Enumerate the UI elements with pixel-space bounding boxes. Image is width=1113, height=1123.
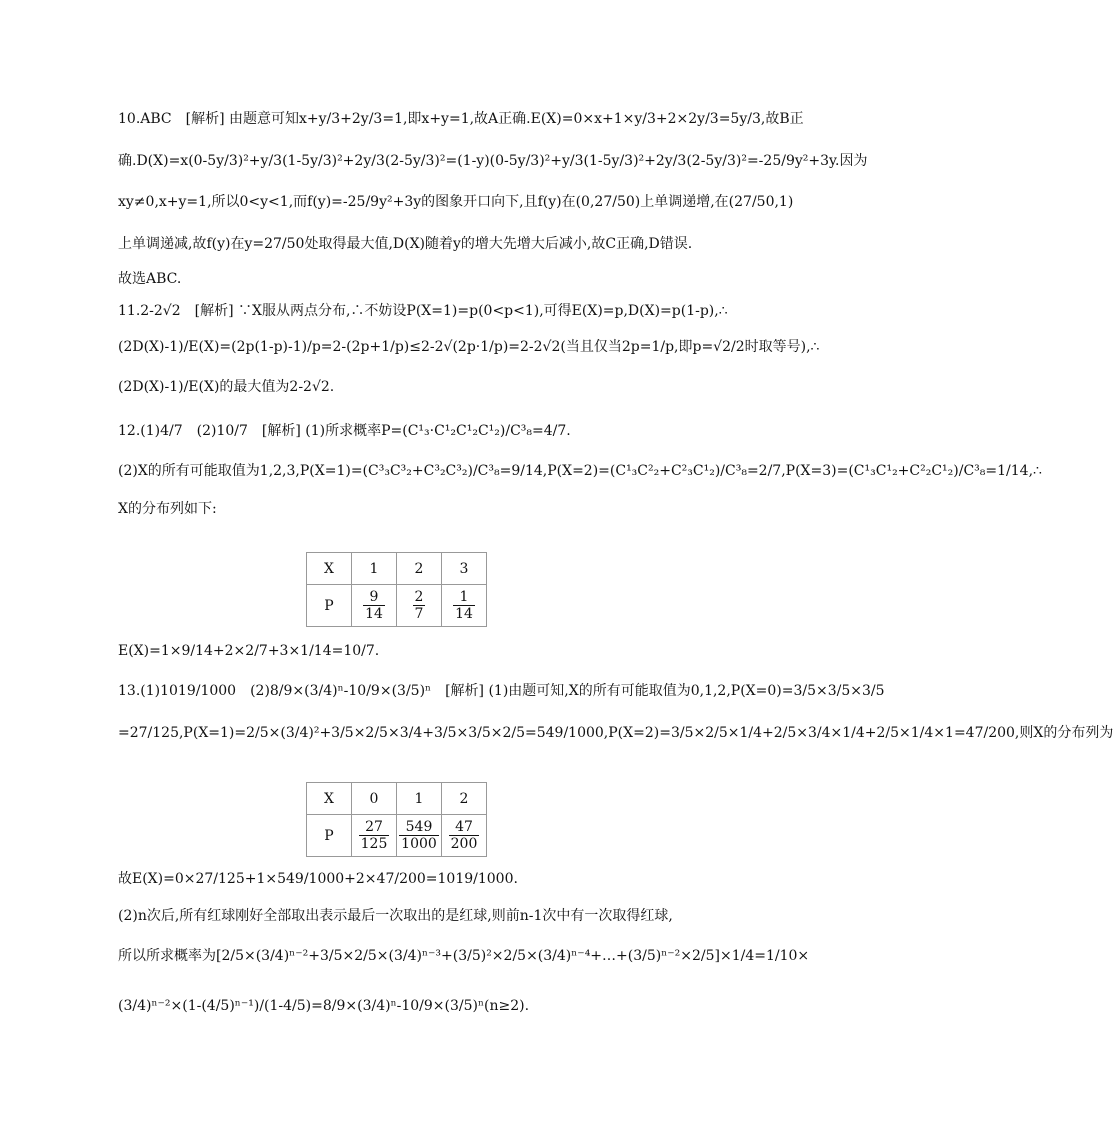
text-line: 故E(X)=0×27/125+1×549/1000+2×47/200=1019/1000. xyxy=(118,871,518,887)
text-line: =27/125,P(X=1)=2/5×(3/4)²+3/5×2/5×3/4+3/5×3/5×2/5=549/1000,P(X=2)=3/5×2/5×1/4+2/5×3/4×1/4+2/5×1/4×1=47/200,则X的分布列为 xyxy=(118,725,1113,741)
text-line: 13.(1)1019/1000 (2)8/9×(3/4)ⁿ-10/9×(3/5)ⁿ [解析] (1)由题可知,X的所有可能取值为0,1,2,P(X=0)=3/5×3/5×3/5 xyxy=(118,683,885,699)
table-cell: 3 xyxy=(442,553,487,585)
table-cell: 2 xyxy=(442,783,487,815)
table-cell: $\frac{9}{14}$ xyxy=(352,585,397,627)
table-cell: 1 xyxy=(352,553,397,585)
text-line: (3/4)ⁿ⁻²×(1-(4/5)ⁿ⁻¹)/(1-4/5)=8/9×(3/4)ⁿ-10/9×(3/5)ⁿ(n≥2). xyxy=(118,998,530,1014)
text-line: (2D(X)-1)/E(X)的最大值为2-2√2. xyxy=(118,379,335,395)
text-line: 10.ABC [解析] 由题意可知x+y/3+2y/3=1,即x+y=1,故A正确.E(X)=0×x+1×y/3+2×2y/3=5y/3,故B正 xyxy=(118,111,804,127)
text-line: (2)X的所有可能取值为1,2,3,P(X=1)=(C³₃C³₂+C³₂C³₂)/C³₈=9/14,P(X=2)=(C¹₃C²₂+C²₃C¹₂)/C³₈=2/7,P(X=3)=(C¹₃C¹₂+C²₂C¹₂)/C³₈=1/14,∴ xyxy=(118,463,1042,479)
text-line: 11.2-2√2 [解析] ∵X服从两点分布,∴不妨设P(X=1)=p(0<p<1),可得E(X)=p,D(X)=p(1-p),∴ xyxy=(118,303,728,319)
table-header-p: P xyxy=(307,815,352,857)
text-line: (2)n次后,所有红球刚好全部取出表示最后一次取出的是红球,则前n-1次中有一次取得红球, xyxy=(118,908,673,924)
text-line: (2D(X)-1)/E(X)=(2p(1-p)-1)/p=2-(2p+1/p)≤2-2√(2p·1/p)=2-2√2(当且仅当2p=1/p,即p=√2/2时取等号),∴ xyxy=(118,339,820,355)
table-cell: $\frac{47}{200}$ xyxy=(442,815,487,857)
table-cell: 0 xyxy=(352,783,397,815)
table-header-p: P xyxy=(307,585,352,627)
text-line: 确.D(X)=x(0-5y/3)²+y/3(1-5y/3)²+2y/3(2-5y/3)²=(1-y)(0-5y/3)²+y/3(1-5y/3)²+2y/3(2-5y/3)²=-25/9y²+3y.因为 xyxy=(118,153,868,169)
text-line: E(X)=1×9/14+2×2/7+3×1/14=10/7. xyxy=(118,643,380,659)
table-cell: 2 xyxy=(397,553,442,585)
table-cell: $\frac{549}{1000}$ xyxy=(397,815,442,857)
table-cell: $\frac{1}{14}$ xyxy=(442,585,487,627)
text-line: 故选ABC. xyxy=(118,271,182,287)
table-header-x: X xyxy=(307,783,352,815)
table-cell: $\frac{27}{125}$ xyxy=(352,815,397,857)
text-line: 12.(1)4/7 (2)10/7 [解析] (1)所求概率P=(C¹₃·C¹₂C¹₂C¹₂)/C³₈=4/7. xyxy=(118,423,571,439)
text-line: 上单调递减,故f(y)在y=27/50处取得最大值,D(X)随着y的增大先增大后减小,故C正确,D错误. xyxy=(118,236,693,252)
distribution-table-2 xyxy=(306,782,487,857)
text-line: X的分布列如下: xyxy=(118,501,217,517)
table-cell: $\frac{2}{7}$ xyxy=(397,585,442,627)
table-cell: 1 xyxy=(397,783,442,815)
table-header-x: X xyxy=(307,553,352,585)
text-line: xy≠0,x+y=1,所以0<y<1,而f(y)=-25/9y²+3y的图象开口向下,且f(y)在(0,27/50)上单调递增,在(27/50,1) xyxy=(118,194,794,210)
text-line: 所以所求概率为[2/5×(3/4)ⁿ⁻²+3/5×2/5×(3/4)ⁿ⁻³+(3/5)²×2/5×(3/4)ⁿ⁻⁴+…+(3/5)ⁿ⁻²×2/5]×1/4=1/10× xyxy=(118,948,810,964)
distribution-table-1 xyxy=(306,552,487,627)
